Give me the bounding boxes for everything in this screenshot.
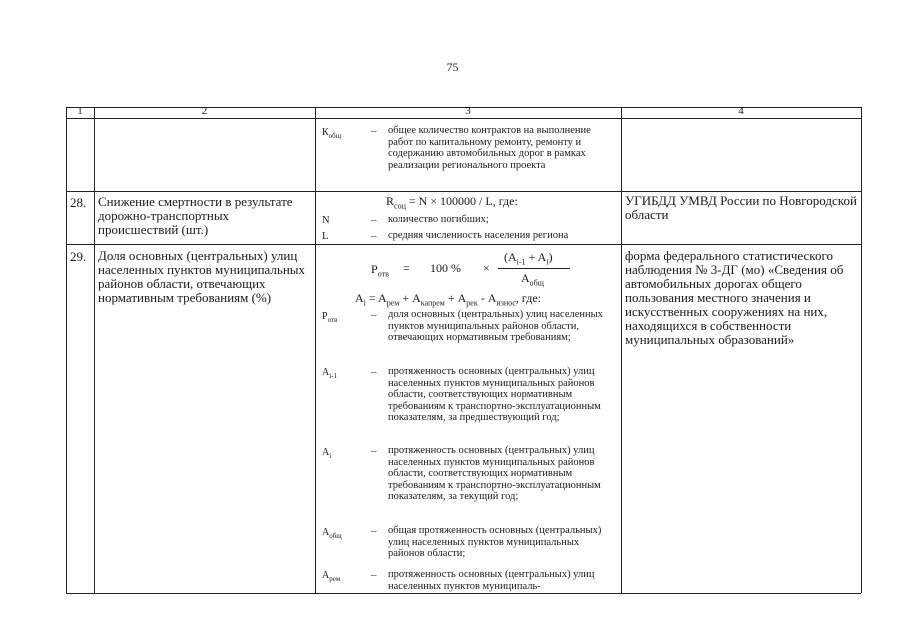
column-border xyxy=(621,107,622,593)
row-29-number: 29. xyxy=(70,249,87,264)
row-28-indicator: Снижение смертности в результате дорожно-транспортных происшествий (шт.) xyxy=(98,194,293,237)
row-28-formula: $R_{соц} = N \times 100000 / L$, где: xyxy=(386,194,518,211)
formula-ai: $A_i = A_{рем} + A_{капрем} + A_{рек} - A_{износ}$, где: xyxy=(355,291,541,308)
row-28-data-source: УГИБДД УМВД России по Новгородской области xyxy=(625,193,857,222)
column-border xyxy=(861,107,862,593)
table-bottom-border xyxy=(66,593,861,594)
symbol-a-current: $A_i$ xyxy=(322,447,332,460)
column-border xyxy=(315,107,316,593)
indicator-table xyxy=(66,107,861,593)
header-divider xyxy=(66,118,861,119)
symbol-l: L xyxy=(322,231,329,242)
definition-a-prev: протяженность основных (центральных) улиц населенных пунктов муниципальных районов области, соответствующих нормативным требованиям к транспортно-эксплуатационным показателям, за предшествующий год; xyxy=(388,366,601,423)
definition-p-otv: доля основных (центральных) улиц населенных пунктов муниципальных районов области, отвечающих нормативным требованиям; xyxy=(388,309,603,343)
formula-p-lhs: $P_{отв}$ xyxy=(371,262,389,279)
column-header-1: 1 xyxy=(77,105,83,117)
row-29-indicator: Доля основных (центральных) улиц населенных пунктов муниципальных районов области, отвечающих нормативным требованиям (%) xyxy=(98,248,306,305)
definition-a-total: общая протяженность основных (центральных) улиц населенных пунктов муниципальных районов области; xyxy=(388,525,602,559)
page-number: 75 xyxy=(446,60,459,74)
formula-numerator: $(A_{i-1} + A_i)$ xyxy=(504,250,553,267)
symbol-p-otv: $P_{отв}$ xyxy=(322,311,338,324)
definition-dash: – xyxy=(371,366,377,378)
symbol-k-total: $К_{общ}$ xyxy=(322,127,342,140)
definition-dash: – xyxy=(371,230,377,242)
definition-a-repair: протяженность основных (центральных) улиц населенных пунктов муниципаль- xyxy=(388,569,595,592)
symbol-a-total: $A_{общ}$ xyxy=(322,527,342,540)
definition-a-current: протяженность основных (центральных) улиц населенных пунктов муниципальных районов области, соответствующих нормативным требованиям к транспортно-эксплуатационным показателям, за текущий год; xyxy=(388,445,601,502)
definition-dash: – xyxy=(371,569,377,581)
column-header-3: 3 xyxy=(465,105,471,117)
row-29-data-source: форма федерального статистического наблюдения № 3-ДГ (мо) «Сведения об автомобильных дорогах общего пользования местного значения и искусственных сооружениях на них, находящихся в собственности муниципальных образований» xyxy=(625,248,844,347)
column-border xyxy=(66,107,67,593)
definition-dash: – xyxy=(371,525,377,537)
column-border xyxy=(94,107,95,593)
fraction-bar xyxy=(498,268,570,269)
column-header-4: 4 xyxy=(738,105,744,117)
symbol-n: N xyxy=(322,215,330,226)
row-divider xyxy=(66,191,861,192)
row-divider xyxy=(66,244,861,245)
definition-dash: – xyxy=(371,445,377,457)
definition-dash: – xyxy=(371,214,377,226)
formula-equals: = xyxy=(403,261,410,275)
symbol-a-prev: $A_{i-1}$ xyxy=(322,367,338,380)
column-header-2: 2 xyxy=(201,105,208,117)
formula-times: × xyxy=(483,261,490,275)
definition-dash: – xyxy=(371,125,377,137)
definition-l: средняя численность населения региона xyxy=(388,230,569,241)
formula-percent: 100 % xyxy=(430,261,461,275)
row-28-number: 28. xyxy=(70,195,87,210)
definition-n: количество погибших; xyxy=(388,214,489,225)
definition-k-total: общее количество контрактов на выполнение работ по капитальному ремонту, ремонту и содержанию автомобильных дорог в рамках реализации регионального проекта xyxy=(388,125,591,171)
symbol-a-repair: $A_{рем}$ xyxy=(322,570,341,583)
definition-dash: – xyxy=(371,309,377,321)
formula-denominator: $A_{общ}$ xyxy=(521,271,544,288)
